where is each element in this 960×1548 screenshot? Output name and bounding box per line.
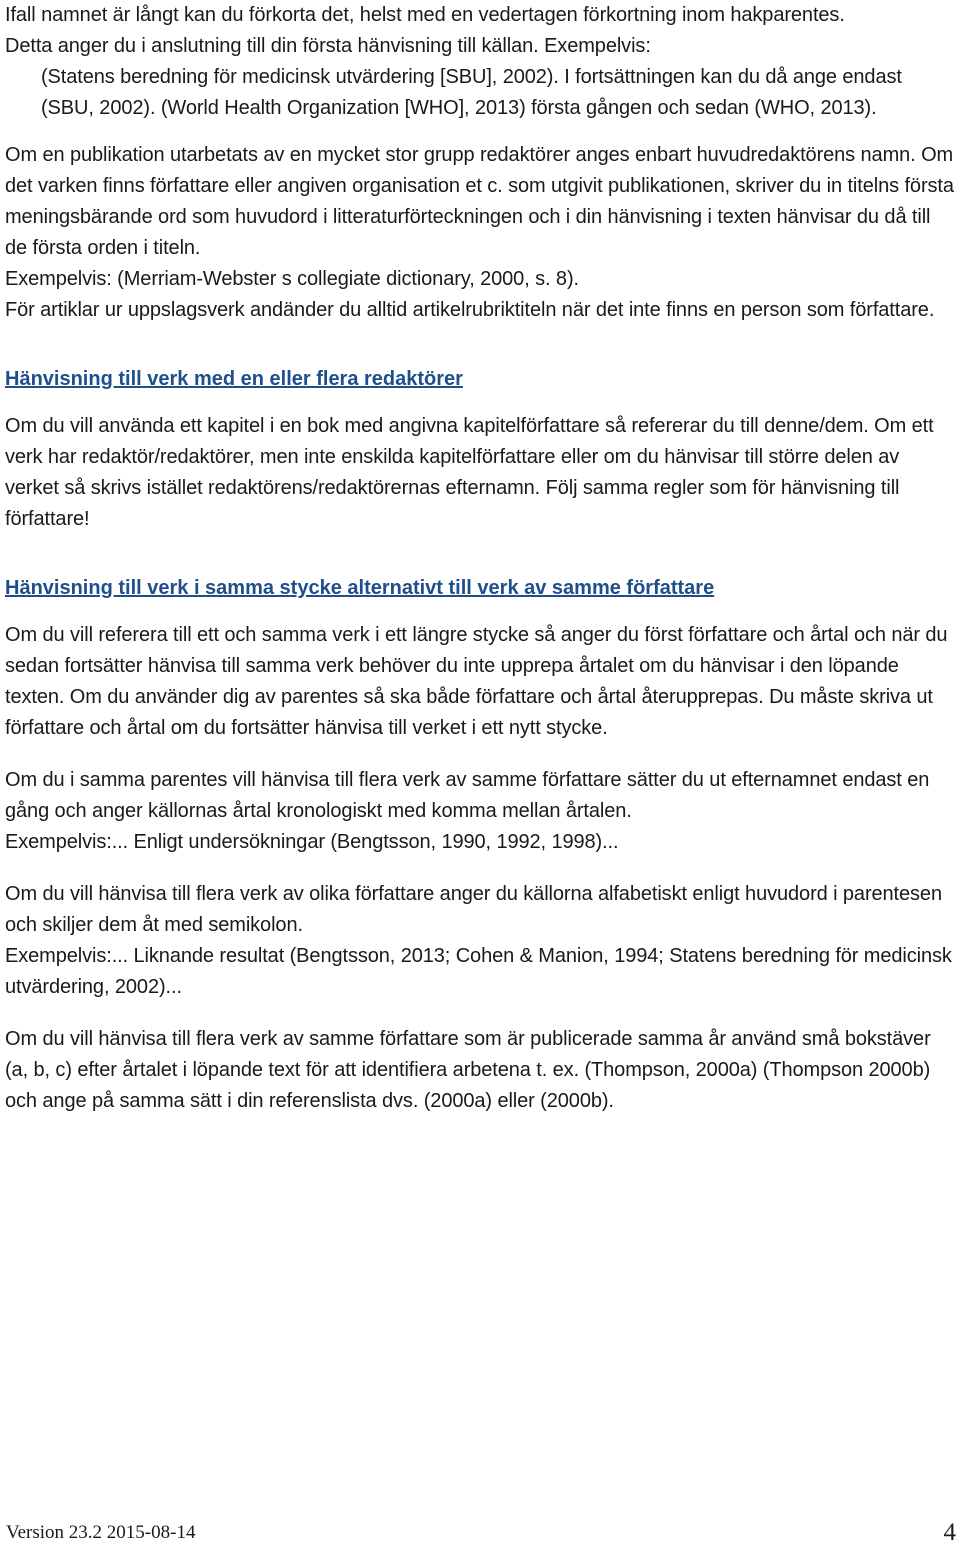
- spacer: [5, 535, 957, 556]
- spacer: [5, 326, 957, 347]
- page-number: 4: [943, 1519, 956, 1546]
- section-editors-body: Om du vill använda ett kapitel i en bok med angivna kapitelförfattare så refererar du till denne/dem. Om ett verk har redaktör/redaktörer, men inte enskilda kapitelförfattare eller om du hänvisar till större delen av verket så skrivs istället redaktörens/redaktörernas efternamn. Följ samma regler som för hänvisning till författare!: [5, 415, 934, 531]
- encyclopedia-paragraph: För artiklar ur uppslagsverk andänder du alltid artikelrubriktiteln när det inte finns en person som författare.: [5, 299, 935, 321]
- spacer: [5, 744, 957, 765]
- multi-different-authors-paragraph: Om du vill hänvisa till flera verk av olika författare anger du källorna alfabetiskt enligt huvudord i parentesen och skiljer dem åt med semikolon.: [5, 883, 942, 937]
- editor-group-paragraph: Om en publikation utarbetats av en mycket stor grupp redaktörer anges enbart huvudredaktörens namn. Om det varken finns författare eller angiven organisation et c. som utgivit publikationen, skriver du in titelns första meningsbärande ord som huvudord i litteraturförteckningen och i din hänvisning i texten hänvisar du då till de första orden i titeln.: [5, 144, 954, 259]
- multi-same-author-example: Exempelvis:... Enligt undersökningar (Bengtsson, 1990, 1992, 1998)...: [5, 831, 619, 854]
- spacer: [5, 1003, 957, 1024]
- spacer: [5, 124, 957, 140]
- same-year-paragraph: Om du vill hänvisa till flera verk av samme författare som är publicerade samma år använd små bokstäver (a, b, c) efter årtalet i löpande text för att identifiera arbetena t. ex. (Thompson, 2000a) (Thompson 2000b) och ange på samma sätt i din referenslista dvs. (2000a) eller (2000b).: [5, 1028, 931, 1113]
- intro-example: (Statens beredning för medicinsk utvärdering [SBU], 2002). I fortsättningen kan du då ange endast (SBU, 2002). (World Health Organization [WHO], 2013) första gången och sedan (WHO, 2013).: [41, 66, 902, 119]
- editor-group-example: Exempelvis: (Merriam-Webster s collegiate dictionary, 2000, s. 8).: [5, 268, 579, 290]
- footer-version: Version 23.2 2015-08-14: [6, 1522, 196, 1543]
- intro-paragraph-2: Detta anger du i anslutning till din första hänvisning till källan. Exempelvis:: [5, 35, 651, 57]
- spacer: [5, 858, 957, 879]
- section-heading-same-work: Hänvisning till verk i samma stycke alternativt till verk av samme författare: [5, 576, 715, 599]
- multi-different-authors-example: Exempelvis:... Liknande resultat (Bengtsson, 2013; Cohen & Manion, 1994; Statens beredning för medicinsk utvärdering, 2002)...: [5, 945, 952, 999]
- section-same-work-body: Om du vill referera till ett och samma verk i ett längre stycke så anger du först författare och årtal och när du sedan fortsätter hänvisa till samma verk behöver du inte upprepa årtalet om du hänvisar i den löpande texten. Om du använder dig av parentes så ska både författare och årtal återupprepas. Du måste skriva ut författare och årtal om du fortsätter hänvisa till verket i ett nytt stycke.: [5, 624, 948, 740]
- document-page: [5, 0, 957, 1117]
- intro-paragraph-1: Ifall namnet är långt kan du förkorta det, helst med en vedertagen förkortning inom hakparentes.: [5, 4, 845, 26]
- multi-same-author-paragraph: Om du i samma parentes vill hänvisa till flera verk av samme författare sätter du ut efternamnet endast en gång och anger källornas årtal kronologiskt med komma mellan årtalen.: [5, 769, 930, 823]
- section-heading-editors: Hänvisning till verk med en eller flera redaktörer: [5, 367, 463, 390]
